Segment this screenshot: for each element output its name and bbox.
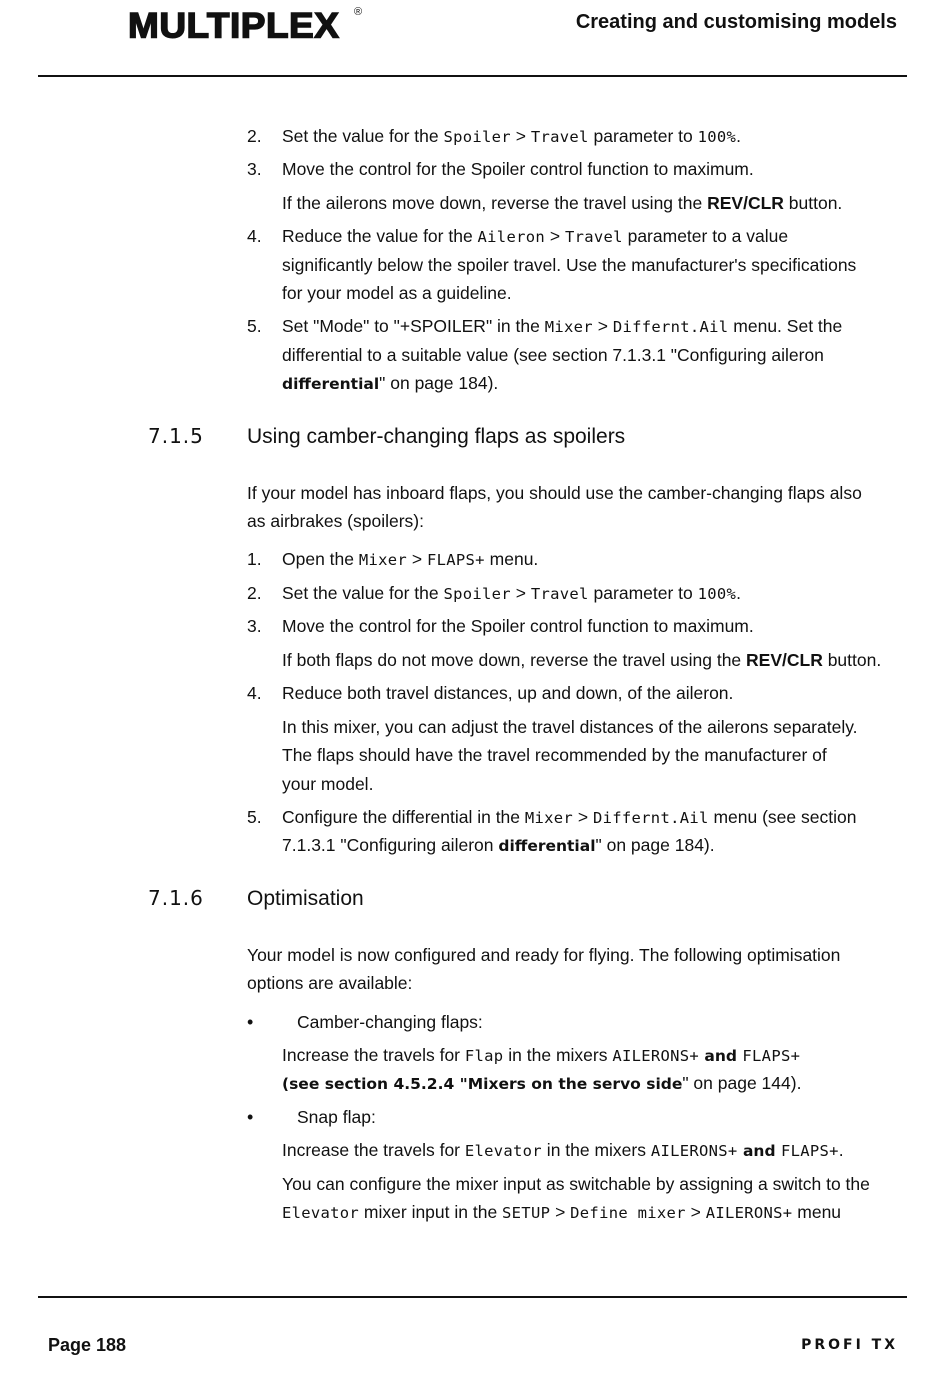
list-item: Configure the differential in the Mixer > Differnt.Ail menu (see section bbox=[282, 807, 857, 827]
footer-divider bbox=[38, 1296, 907, 1298]
list-item-note: your model. bbox=[282, 774, 374, 794]
menu-term: FLAPS+ bbox=[780, 1142, 839, 1160]
menu-term: Mixer bbox=[524, 809, 574, 827]
list-item-line: differential" on page 184). bbox=[282, 373, 499, 393]
menu-term: FLAPS+ bbox=[427, 551, 485, 569]
menu-term: Aileron bbox=[477, 228, 545, 246]
menu-term: Differnt.Ail bbox=[593, 809, 709, 827]
reference-term: differential bbox=[498, 837, 596, 855]
section-number: 7.1.6 bbox=[148, 886, 204, 910]
menu-term: Differnt.Ail bbox=[612, 318, 729, 336]
list-number: 3. bbox=[247, 159, 262, 179]
menu-term: Elevator bbox=[282, 1204, 360, 1222]
list-item: Set the value for the Spoiler > Travel parameter to 100%. bbox=[282, 126, 742, 146]
list-item-line: differential to a suitable value (see section 7.1.3.1 "Configuring aileron bbox=[282, 345, 824, 365]
bullet-title: Snap flap: bbox=[297, 1107, 376, 1127]
list-item-line: significantly below the spoiler travel. Use the manufacturer's specifications bbox=[282, 255, 857, 275]
list-number: 2. bbox=[247, 583, 262, 603]
list-item: Reduce the value for the Aileron > Travel parameter to a value bbox=[282, 226, 789, 246]
section-number: 7.1.5 bbox=[148, 424, 204, 448]
list-number: 4. bbox=[247, 226, 262, 246]
bullet-icon: • bbox=[247, 1107, 254, 1127]
menu-term: Elevator bbox=[464, 1142, 542, 1160]
paragraph-line: If your model has inboard flaps, you should use the camber-changing flaps also bbox=[247, 483, 862, 503]
menu-term: SETUP bbox=[502, 1204, 551, 1222]
menu-term: Spoiler bbox=[443, 128, 511, 146]
menu-term: 100% bbox=[697, 128, 737, 146]
list-item: Move the control for the Spoiler control function to maximum. bbox=[282, 159, 754, 179]
list-number: 1. bbox=[247, 549, 262, 569]
menu-term: FLAPS+ bbox=[742, 1047, 801, 1065]
bullet-line: Increase the travels for Elevator in the mixers AILERONS+ and FLAPS+. bbox=[282, 1140, 844, 1160]
list-item: Move the control for the Spoiler control function to maximum. bbox=[282, 616, 754, 636]
section-title: Optimisation bbox=[247, 887, 364, 910]
product-brand: PROFI TX bbox=[801, 1337, 898, 1353]
rev-clr-label: REV/CLR bbox=[746, 650, 823, 670]
header-divider bbox=[38, 75, 907, 77]
bullet-title: Camber-changing flaps: bbox=[297, 1012, 483, 1032]
menu-term: AILERONS+ bbox=[612, 1047, 700, 1065]
menu-term: Travel bbox=[530, 585, 589, 603]
menu-term: AILERONS+ bbox=[705, 1204, 793, 1222]
bullet-line: You can configure the mixer input as switchable by assigning a switch to the bbox=[282, 1174, 870, 1194]
list-number: 2. bbox=[247, 126, 262, 146]
list-item-line: for your model as a guideline. bbox=[282, 283, 512, 303]
menu-term: Travel bbox=[564, 228, 623, 246]
list-item: Set "Mode" to "+SPOILER" in the Mixer > Differnt.Ail menu. Set the bbox=[282, 316, 843, 336]
bullet-icon: • bbox=[247, 1012, 254, 1032]
header-title: Creating and customising models bbox=[575, 11, 897, 33]
list-item-note: If the ailerons move down, reverse the travel using the REV/CLR button. bbox=[282, 193, 843, 213]
rev-clr-label: REV/CLR bbox=[707, 193, 784, 213]
section-title: Using camber-changing flaps as spoilers bbox=[247, 425, 626, 448]
menu-term: 100% bbox=[697, 585, 737, 603]
list-number: 5. bbox=[247, 807, 262, 827]
list-item-note: The flaps should have the travel recommended by the manufacturer of bbox=[282, 745, 827, 765]
menu-term: AILERONS+ bbox=[650, 1142, 738, 1160]
list-item: Set the value for the Spoiler > Travel parameter to 100%. bbox=[282, 583, 742, 603]
list-item: Reduce both travel distances, up and down, of the aileron. bbox=[282, 683, 734, 703]
list-item-line: 7.1.3.1 "Configuring aileron differential" on page 184). bbox=[282, 835, 715, 855]
registered-mark: ® bbox=[354, 6, 363, 18]
menu-term: Mixer bbox=[358, 551, 408, 569]
list-number: 3. bbox=[247, 616, 262, 636]
menu-term: Travel bbox=[530, 128, 589, 146]
bullet-line: (see section 4.5.2.4 "Mixers on the servo side" on page 144). bbox=[282, 1073, 802, 1093]
list-item-note: In this mixer, you can adjust the travel distances of the ailerons separately. bbox=[282, 717, 858, 737]
menu-term: Flap bbox=[464, 1047, 504, 1065]
multiplex-logo: MULTIPLEX bbox=[128, 6, 340, 46]
menu-term: Mixer bbox=[544, 318, 593, 336]
bullet-line: Increase the travels for Flap in the mixers AILERONS+ and FLAPS+ bbox=[282, 1045, 801, 1065]
reference-term: (see section 4.5.2.4 "Mixers on the servo side bbox=[282, 1075, 683, 1093]
menu-term: Spoiler bbox=[443, 585, 511, 603]
paragraph-line: as airbrakes (spoilers): bbox=[247, 511, 424, 531]
list-item-note: If both flaps do not move down, reverse the travel using the REV/CLR button. bbox=[282, 650, 882, 670]
paragraph-line: options are available: bbox=[247, 973, 413, 993]
list-number: 4. bbox=[247, 683, 262, 703]
bullet-line: Elevator mixer input in the SETUP > Define mixer > AILERONS+ menu bbox=[282, 1202, 842, 1222]
list-item: Open the Mixer > FLAPS+ menu. bbox=[282, 549, 539, 569]
paragraph-line: Your model is now configured and ready for flying. The following optimisation bbox=[247, 945, 841, 965]
page-number: Page 188 bbox=[48, 1335, 127, 1355]
menu-term: Define mixer bbox=[570, 1204, 686, 1222]
reference-term: differential bbox=[282, 375, 380, 393]
list-number: 5. bbox=[247, 316, 262, 336]
